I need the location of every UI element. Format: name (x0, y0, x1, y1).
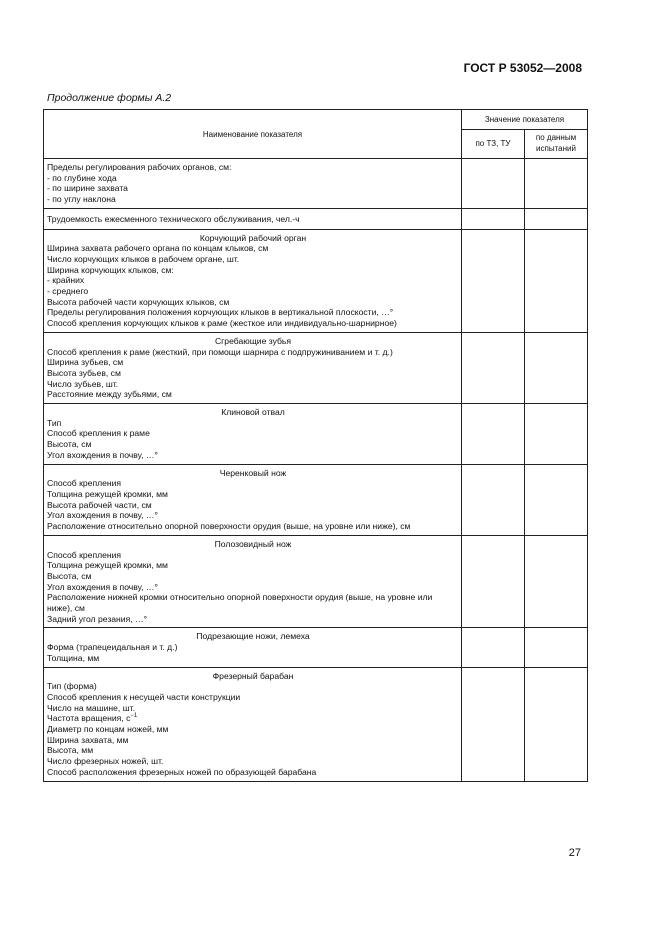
section-line: Высота рабочей части, см (47, 499, 152, 510)
section-title: Клиновой отвал (221, 407, 285, 418)
section-line: - по глубине хода (47, 172, 117, 183)
section-line: Способ крепления (47, 478, 122, 489)
section-line: Пределы регулирования рабочих органов, см: (47, 162, 232, 172)
value-cell-test[interactable] (525, 535, 588, 628)
section-line: Угол вхождения в почву, …° (47, 581, 158, 592)
value-cell-tz[interactable] (462, 535, 525, 628)
section-cell (44, 332, 462, 403)
value-cell-tz[interactable] (462, 229, 525, 332)
table-row (44, 208, 588, 229)
section-line: Расстояние между зубьями, см (47, 389, 172, 400)
section-line: Угол вхождения в почву, …° (47, 510, 158, 521)
section-line: Диаметр по концам ножей, мм (47, 724, 169, 735)
section-line: Ширина корчующих клыков, см: (47, 264, 174, 275)
section-line: Способ крепления корчующих клыков к раме (жесткое или индивидуально-шарнирное) (47, 318, 397, 329)
column-header-tz: по ТЗ, ТУ (462, 130, 525, 159)
section-line: Толщина, мм (47, 652, 100, 663)
section-title: Сгребающие зубья (214, 335, 292, 346)
section-line: Толщина режущей кромки, мм (47, 560, 168, 571)
value-cell-tz[interactable] (462, 208, 525, 229)
section-line: Высота, см (47, 570, 92, 581)
column-header-test-line1: по данным (535, 133, 577, 143)
section-line: Высота зубьев, см (47, 367, 121, 378)
value-cell-tz[interactable] (462, 159, 525, 209)
section-cell (44, 159, 462, 209)
table-row (44, 464, 588, 535)
indicators-table (43, 109, 588, 782)
section-cell (44, 535, 462, 628)
section-line: Задний угол резания, …° (47, 613, 148, 624)
section-line: Высота, мм (47, 745, 94, 756)
value-cell-tz[interactable] (462, 332, 525, 403)
table-row (44, 332, 588, 403)
section-line: Ширина захвата рабочего органа по концам клыков, см (47, 243, 269, 254)
table-row (44, 667, 588, 781)
section-line: Число корчующих клыков в рабочем органе, шт. (47, 253, 240, 264)
section-title: Корчующий рабочий орган (199, 232, 307, 243)
value-cell-test[interactable] (525, 208, 588, 229)
section-line: Угол вхождения в почву, …° (47, 449, 158, 460)
section-title: Подрезающие ножи, лемеха (196, 631, 310, 642)
section-line: Пределы регулирования положения корчующих клыков в вертикальной плоскости, …° (47, 307, 394, 318)
section-line: Ширина зубьев, см (47, 357, 124, 368)
value-cell-test[interactable] (525, 159, 588, 209)
page-number: 27 (568, 847, 581, 859)
section-title: Фрезерный барабан (212, 670, 294, 681)
value-cell-tz[interactable] (462, 464, 525, 535)
table-row (44, 628, 588, 667)
section-line (47, 713, 459, 724)
column-header-test (525, 130, 588, 159)
section-line: - по углу наклона (47, 194, 116, 205)
value-cell-test[interactable] (525, 404, 588, 465)
section-line: Форма (трапецеидальная и т. д.) (47, 642, 178, 653)
section-line: Тип (47, 417, 62, 428)
section-line: Число фрезерных ножей, шт. (47, 756, 164, 767)
table-row (44, 535, 588, 628)
value-cell-test[interactable] (525, 628, 588, 667)
section-title: Полозовидный нож (214, 538, 292, 549)
value-cell-test[interactable] (525, 464, 588, 535)
section-line: Способ крепления к несущей части конструкции (47, 691, 241, 702)
section-line: - крайних (47, 275, 85, 286)
value-cell-tz[interactable] (462, 628, 525, 667)
value-cell-tz[interactable] (462, 404, 525, 465)
section-line: Ширина захвата, мм (47, 734, 129, 745)
section-line: Способ расположения фрезерных ножей по образующей барабана (47, 766, 317, 777)
section-line: Способ крепления к раме (47, 428, 150, 439)
column-header-test-line2: испытаний (536, 144, 576, 153)
section-cell (44, 464, 462, 535)
table-row (44, 404, 588, 465)
value-cell-test[interactable] (525, 332, 588, 403)
table-row (44, 229, 588, 332)
section-cell (44, 229, 462, 332)
value-cell-test[interactable] (525, 229, 588, 332)
frequency-exponent: −1 (130, 713, 138, 720)
value-cell-tz[interactable] (462, 667, 525, 781)
column-header-value: Значение показателя (462, 110, 588, 130)
table-row (44, 159, 588, 209)
frequency-label: Частота вращения, с (47, 713, 131, 724)
section-line: - по ширине захвата (47, 183, 128, 194)
column-header-name: Наименование показателя (44, 110, 462, 159)
section-cell (44, 404, 462, 465)
section-cell (44, 628, 462, 667)
section-line: Способ крепления (47, 549, 122, 560)
value-cell-test[interactable] (525, 667, 588, 781)
section-line: Расположение относительно опорной поверхности орудия (выше, на уровне или ниже), см (47, 521, 411, 532)
section-line: Толщина режущей кромки, мм (47, 488, 168, 499)
section-line: Тип (форма) (47, 681, 97, 692)
section-line: Способ крепления к раме (жесткий, при помощи шарнира с подпружиниванием и т. д.) (47, 346, 393, 357)
section-line: Высота рабочей части корчующих клыков, см (47, 296, 230, 307)
section-line: Число на машине, шт. (47, 702, 135, 713)
section-cell (44, 667, 462, 781)
form-caption: Продолжение формы А.2 (47, 92, 172, 104)
section-line: Трудоемкость ежесменного технического обслуживания, чел.-ч (47, 213, 300, 224)
standard-number: ГОСТ Р 53052—2008 (463, 61, 582, 75)
section-line: Высота, см (47, 439, 92, 450)
section-line: Расположение нижней кромки относительно опорной поверхности орудия (выше, на уровне или ниже), см (47, 592, 433, 614)
section-line: - среднего (47, 286, 89, 297)
section-cell (44, 208, 462, 229)
section-title: Черенковый нож (219, 467, 287, 478)
section-line: Число зубьев, шт. (47, 378, 119, 389)
